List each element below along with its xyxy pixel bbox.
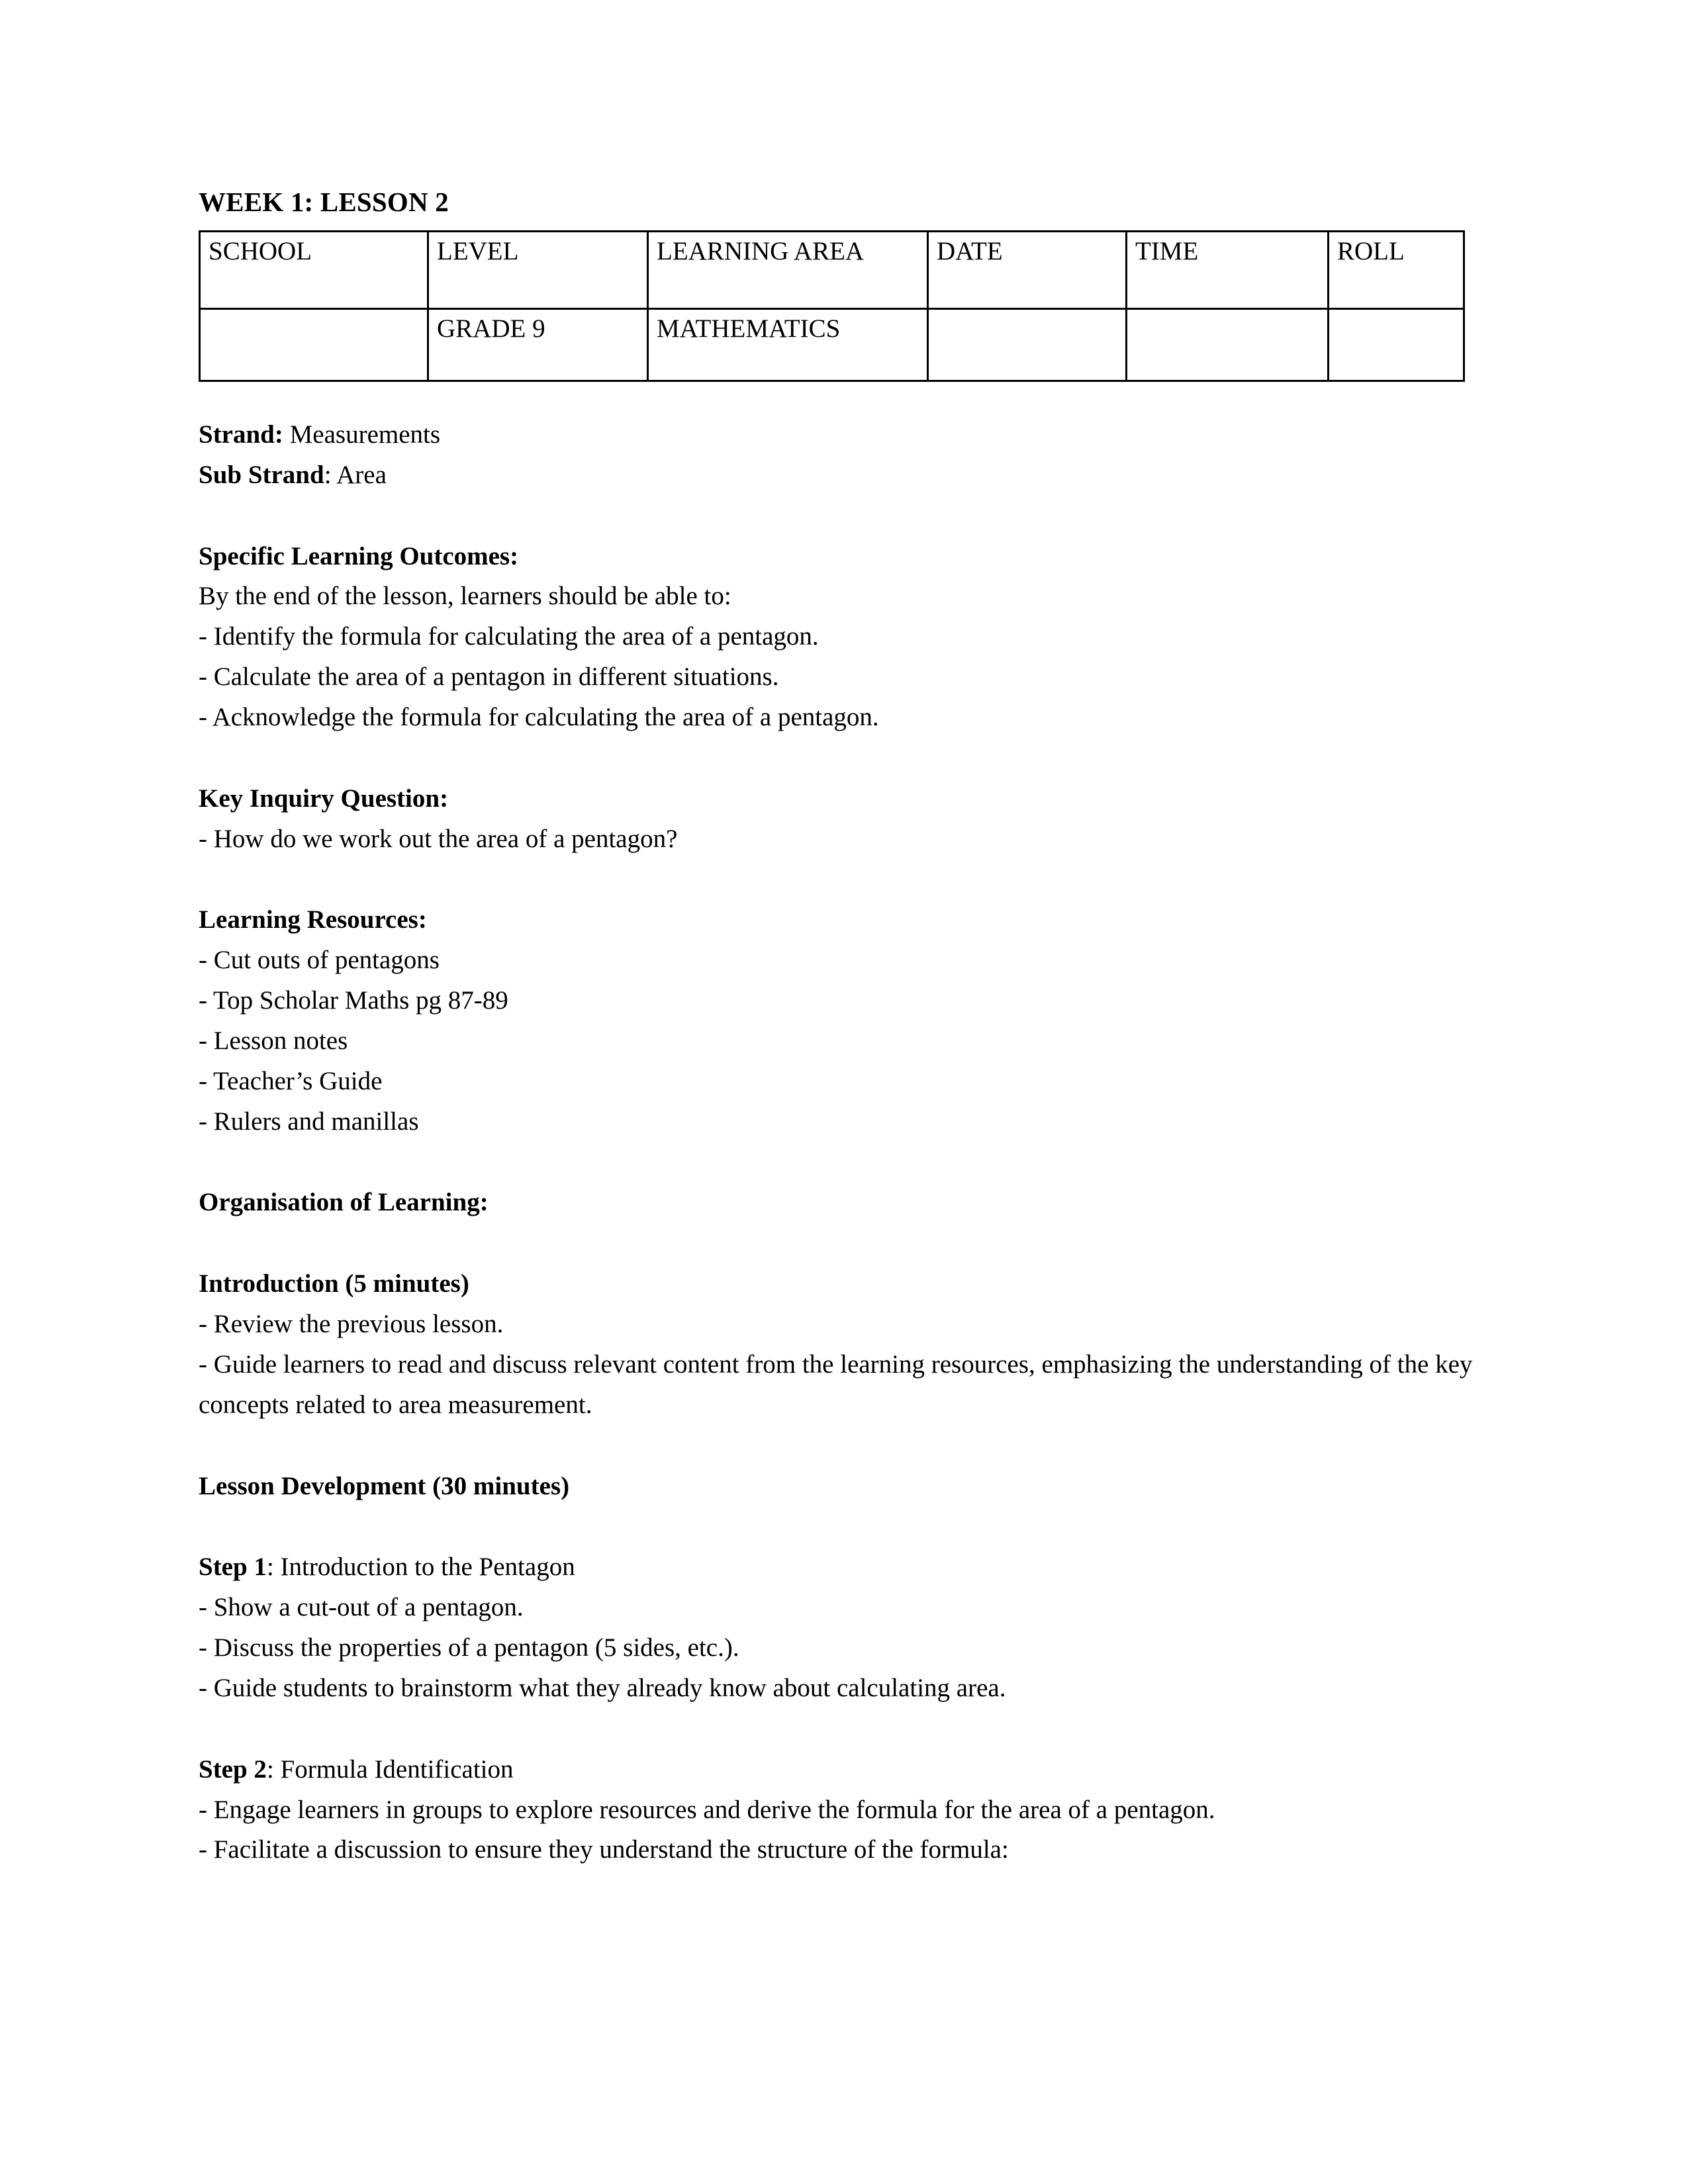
specific-learning-outcomes-list xyxy=(199,617,1489,737)
step-2-title: Formula Identification xyxy=(280,1754,514,1784)
table-header-learning-area: LEARNING AREA xyxy=(648,232,928,309)
step-1-title: Introduction to the Pentagon xyxy=(280,1553,575,1582)
list-item: - Cut outs of pentagons xyxy=(199,946,440,975)
cell-level: GRADE 9 xyxy=(428,309,648,381)
list-item: - Lesson notes xyxy=(199,1026,348,1055)
list-item: - Calculate the area of a pentagon in different situations. xyxy=(199,662,779,692)
cell-learning-area: MATHEMATICS xyxy=(648,309,928,381)
cell-roll xyxy=(1329,309,1464,381)
step-2-separator: : xyxy=(266,1754,281,1784)
strand-label: Strand: xyxy=(199,420,283,449)
lesson-header-table xyxy=(199,230,1465,382)
list-item: - Guide learners to read and discuss relevant content from the learning resources, emphasizing the understanding of the key concepts related to area measurement. xyxy=(199,1349,1473,1419)
step-1-label: Step 1 xyxy=(199,1553,267,1582)
sub-strand-separator: : xyxy=(324,460,337,489)
table-header-date: DATE xyxy=(928,232,1127,309)
spacer xyxy=(199,1709,1489,1750)
table-header-school: SCHOOL xyxy=(200,232,428,309)
table-header-row xyxy=(200,232,1464,309)
cell-time xyxy=(1127,309,1329,381)
cell-date xyxy=(928,309,1127,381)
spacer xyxy=(199,1506,1489,1547)
table-header-roll: ROLL xyxy=(1329,232,1464,309)
page-title: WEEK 1: LESSON 2 xyxy=(199,187,449,217)
step-2-title-line xyxy=(199,1750,1473,1790)
list-item: - How do we work out the area of a pentagon? xyxy=(199,824,678,853)
table-row xyxy=(200,309,1464,381)
strand-line xyxy=(199,415,1473,455)
step-2-label: Step 2 xyxy=(199,1754,267,1784)
introduction-heading: Introduction (5 minutes) xyxy=(199,1269,469,1298)
introduction-list xyxy=(199,1304,1489,1425)
step-2-list xyxy=(199,1790,1489,1871)
document-body xyxy=(199,415,1489,1870)
lesson-development-heading: Lesson Development (30 minutes) xyxy=(199,1471,570,1500)
list-item: - Engage learners in groups to explore resources and derive the formula for the area of a pentagon. xyxy=(199,1795,1215,1824)
table-header-time: TIME xyxy=(1127,232,1329,309)
step-1-title-line xyxy=(199,1547,1473,1588)
spacer xyxy=(199,496,1489,537)
key-inquiry-question-heading: Key Inquiry Question: xyxy=(199,784,449,813)
spacer xyxy=(199,738,1489,779)
list-item: - Facilitate a discussion to ensure they understand the structure of the formula: xyxy=(199,1835,1009,1864)
spacer xyxy=(199,1223,1489,1264)
spacer xyxy=(199,859,1489,900)
list-item: - Top Scholar Maths pg 87-89 xyxy=(199,986,508,1015)
spacer xyxy=(199,1142,1489,1183)
list-item: - Identify the formula for calculating the area of a pentagon. xyxy=(199,622,819,651)
list-item: - Guide students to brainstorm what they already know about calculating area. xyxy=(199,1673,1006,1702)
table-header-level: LEVEL xyxy=(428,232,648,309)
step-1-separator: : xyxy=(266,1553,281,1582)
specific-learning-outcomes-intro: By the end of the lesson, learners should be able to: xyxy=(199,582,731,611)
list-item: - Discuss the properties of a pentagon (5 sides, etc.). xyxy=(199,1633,739,1662)
specific-learning-outcomes-heading: Specific Learning Outcomes: xyxy=(199,541,519,570)
list-item: - Review the previous lesson. xyxy=(199,1310,504,1339)
organisation-of-learning-heading: Organisation of Learning: xyxy=(199,1188,489,1217)
key-inquiry-question-list xyxy=(199,819,1489,860)
list-item: - Show a cut-out of a pentagon. xyxy=(199,1593,524,1622)
sub-strand-label: Sub Strand xyxy=(199,460,324,489)
learning-resources-list xyxy=(199,940,1489,1142)
step-1-list xyxy=(199,1588,1489,1708)
list-item: - Acknowledge the formula for calculating the area of a pentagon. xyxy=(199,702,879,731)
sub-strand-line xyxy=(199,455,1473,496)
spacer xyxy=(199,1426,1489,1467)
strand-value: Measurements xyxy=(289,420,441,449)
list-item: - Teacher’s Guide xyxy=(199,1066,383,1095)
list-item: - Rulers and manillas xyxy=(199,1107,419,1136)
sub-strand-value: Area xyxy=(336,460,387,489)
learning-resources-heading: Learning Resources: xyxy=(199,905,427,934)
cell-school xyxy=(200,309,428,381)
